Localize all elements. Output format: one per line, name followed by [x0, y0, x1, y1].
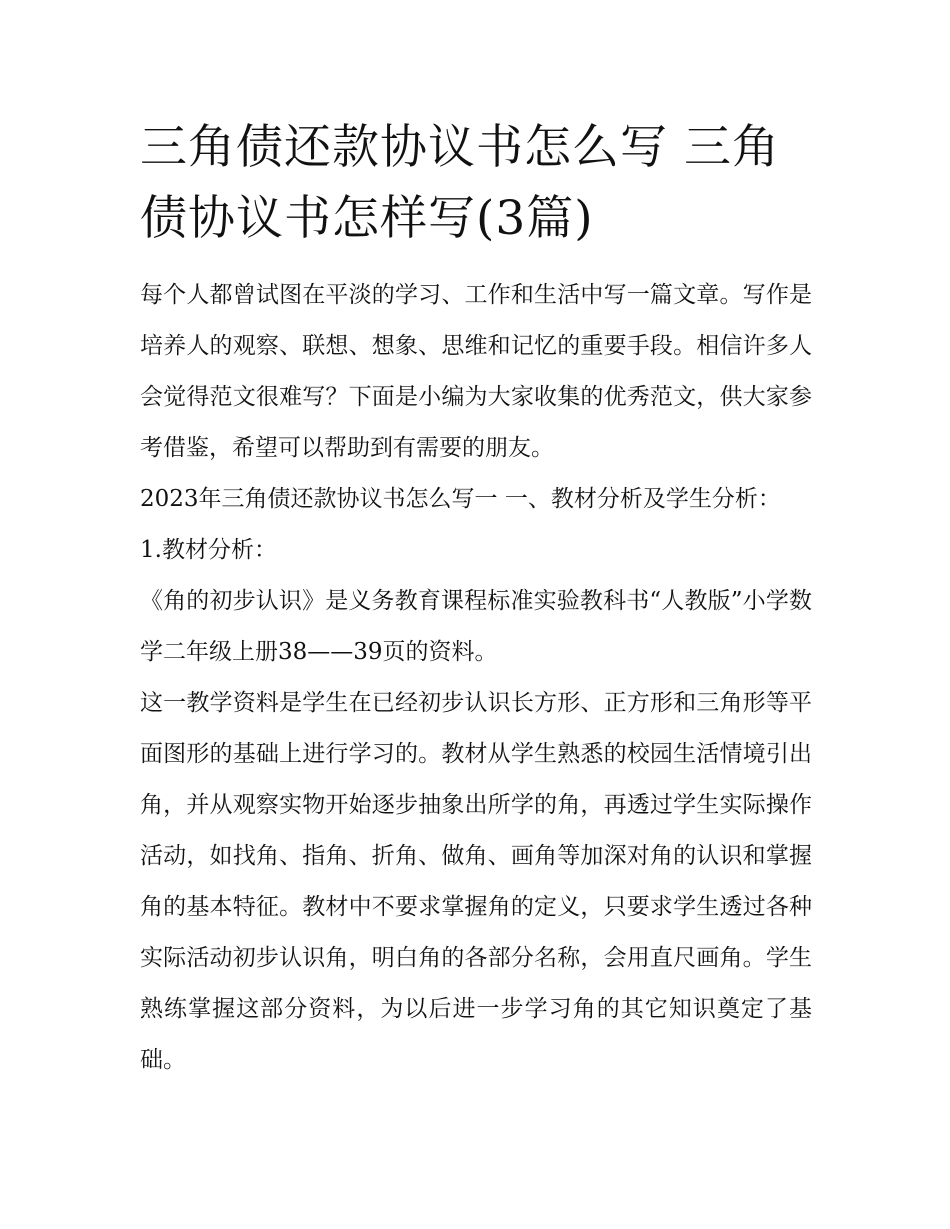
document-title: 三角债还款协议书怎么写 三角债协议书怎样写(3篇) [140, 120, 780, 246]
textbook-analysis-paragraph: 这一教学资料是学生在已经初步认识长方形、正方形和三角形等平面图形的基础上进行学习的。教材从学生熟悉的校园生活情境引出角，并从观察实物开始逐步抽象出所学的角，再透过学生实际操作活动，如找角、指角、折角、做角、画角等加深对角的认识和掌握角的基本特征。教材中不要求掌握角的定义，只要求学生透过各种实际活动初步认识角，明白角的各部分名称，会用直尺画角。学生熟练掌握这部分资料，为以后进一步学习角的其它知识奠定了基础。 [140, 690, 812, 1073]
document-page [140, 112, 812, 1086]
intro-paragraph: 每个人都曾试图在平淡的学习、工作和生活中写一篇文章。写作是培养人的观察、联想、想象、思维和记忆的重要手段。相信许多人会觉得范文很难写？下面是小编为大家收集的优秀范文，供大家参考借鉴，希望可以帮助到有需要的朋友。 [140, 282, 812, 461]
textbook-reference-paragraph: 《角的初步认识》是义务教育课程标准实验教科书“人教版”小学数学二年级上册38——39页的资料。 [140, 588, 812, 665]
section-heading-paragraph: 2023年三角债还款协议书怎么写一 一、教材分析及学生分析： 1.教材分析： [140, 486, 796, 563]
